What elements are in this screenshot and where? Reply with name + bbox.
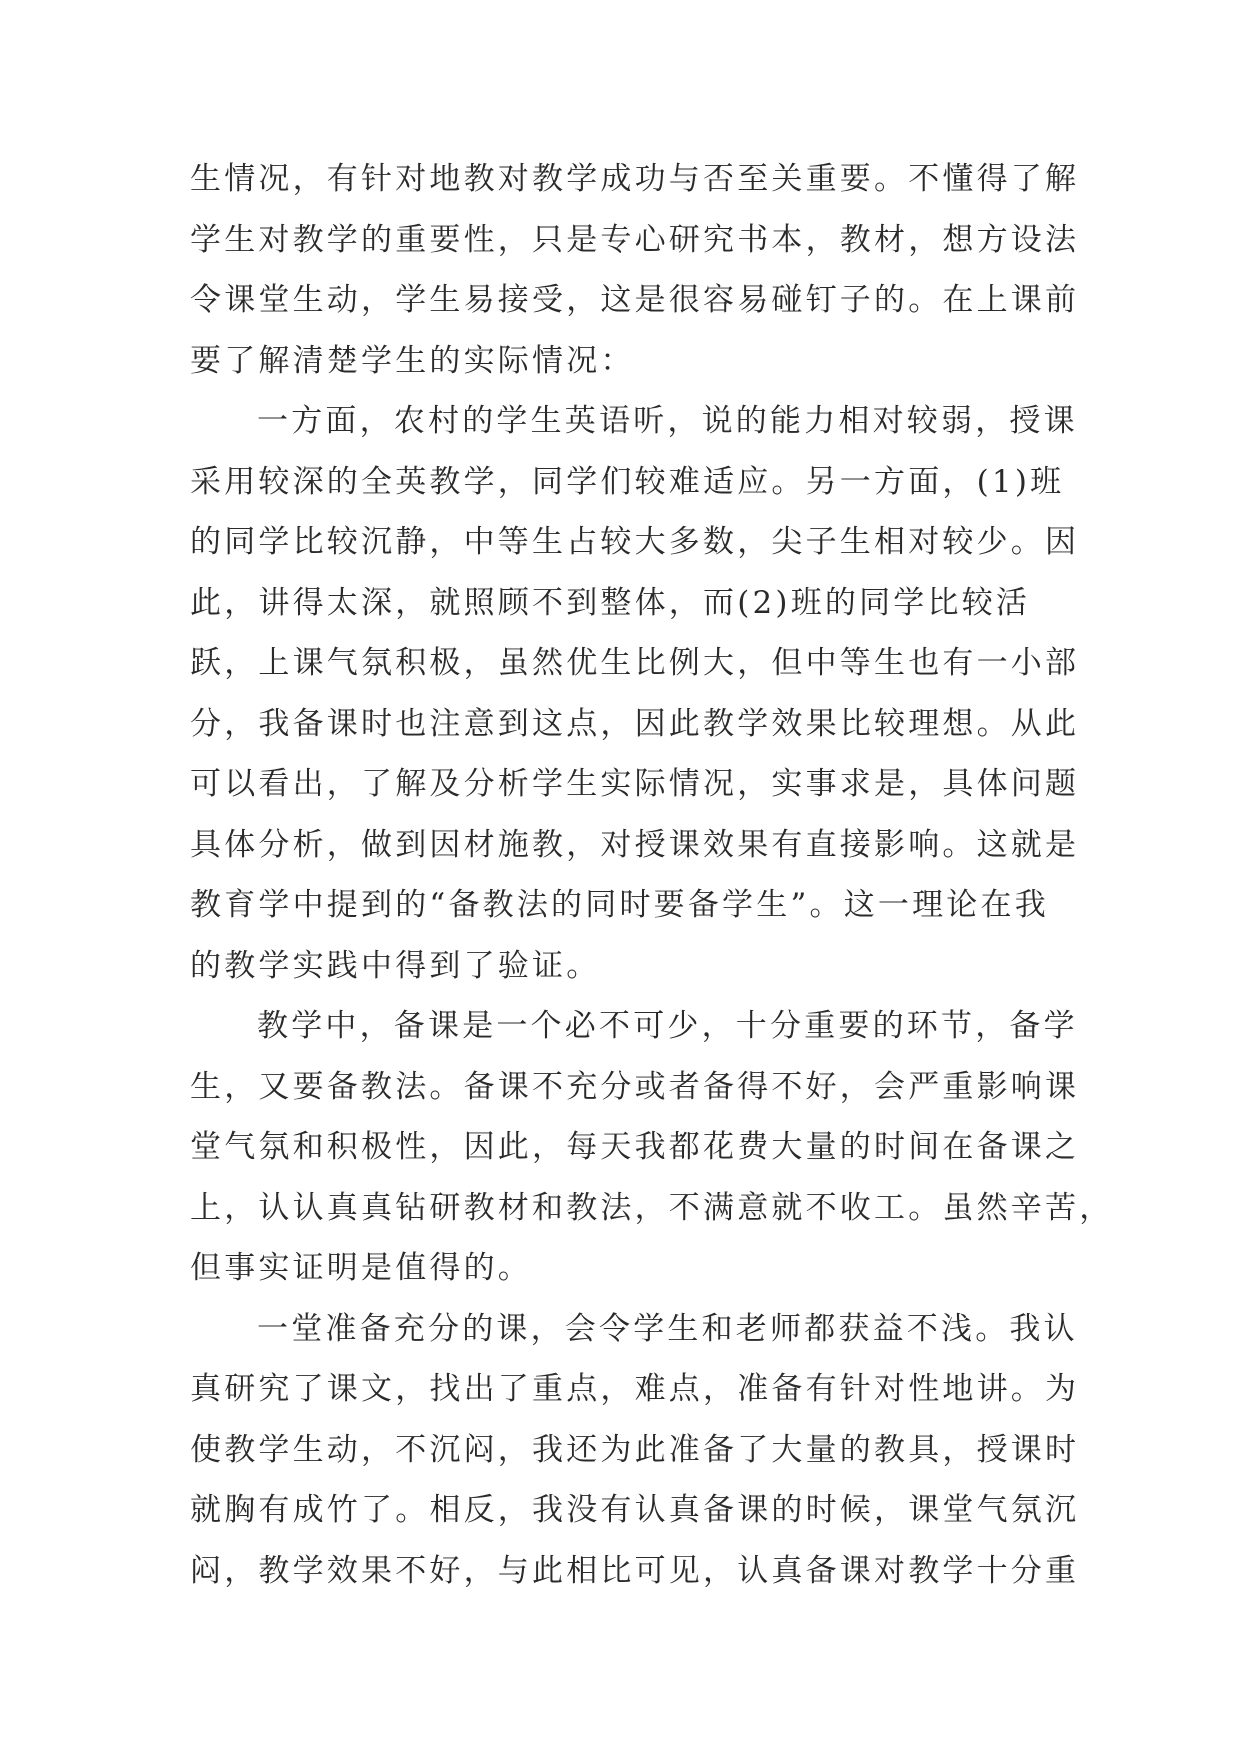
text-line: 跃，上课气氛积极，虽然优生比例大，但中等生也有一小部 (190, 645, 1080, 681)
body-text (190, 149, 1114, 1601)
text-line: 的同学比较沉静，中等生占较大多数，尖子生相对较少。因 (190, 524, 1080, 560)
text-line: 学生对教学的重要性，只是专心研究书本，教材，想方设法 (190, 221, 1080, 258)
text-line: 生情况，有针对地教对教学成功与否至关重要。不懂得了解 (190, 161, 1080, 197)
text-line: 具体分析，做到因材施教，对授课效果有直接影响。这就是 (190, 826, 1080, 863)
text-line: 分，我备课时也注意到这点，因此教学效果比较理想。从此 (190, 705, 1080, 742)
text-line: 使教学生动，不沉闷，我还为此准备了大量的教具，授课时 (190, 1431, 1080, 1468)
text-line: 教学中，备课是一个必不可少，十分重要的环节，备学 (257, 1008, 1078, 1044)
text-line: 的教学实践中得到了验证。 (190, 947, 601, 984)
text-line: 堂气氛和积极性，因此，每天我都花费大量的时间在备课之 (190, 1129, 1080, 1165)
text-line: 令课堂生动，学生易接受，这是很容易碰钉子的。在上课前 (190, 282, 1080, 318)
text-line: 一堂准备充分的课，会令学生和老师都获益不浅。我认 (257, 1310, 1078, 1347)
text-line: 闷，教学效果不好，与此相比可见，认真备课对教学十分重 (190, 1552, 1080, 1589)
text-line: 要了解清楚学生的实际情况： (190, 342, 635, 379)
text-line: 上，认认真真钻研教材和教法，不满意就不收工。虽然辛苦， (190, 1189, 1114, 1226)
text-line: 但事实证明是值得的。 (190, 1250, 532, 1286)
text-line: 教育学中提到的“备教法的同时要备学生”。这一理论在我 (190, 887, 1049, 923)
text-line: 一方面，农村的学生英语听，说的能力相对较弱，授课 (257, 403, 1078, 439)
text-line: 真研究了课文，找出了重点，难点，准备有针对性地讲。为 (190, 1371, 1080, 1407)
text-line: 生，又要备教法。备课不充分或者备得不好，会严重影响课 (190, 1068, 1080, 1105)
text-line: 此，讲得太深，就照顾不到整体，而(2)班的同学比较活 (190, 584, 1031, 621)
text-line: 可以看出，了解及分析学生实际情况，实事求是，具体问题 (190, 766, 1080, 802)
text-line: 就胸有成竹了。相反，我没有认真备课的时候，课堂气氛沉 (190, 1492, 1080, 1528)
text-line: 采用较深的全英教学，同学们较难适应。另一方面，(1)班 (190, 463, 1065, 500)
